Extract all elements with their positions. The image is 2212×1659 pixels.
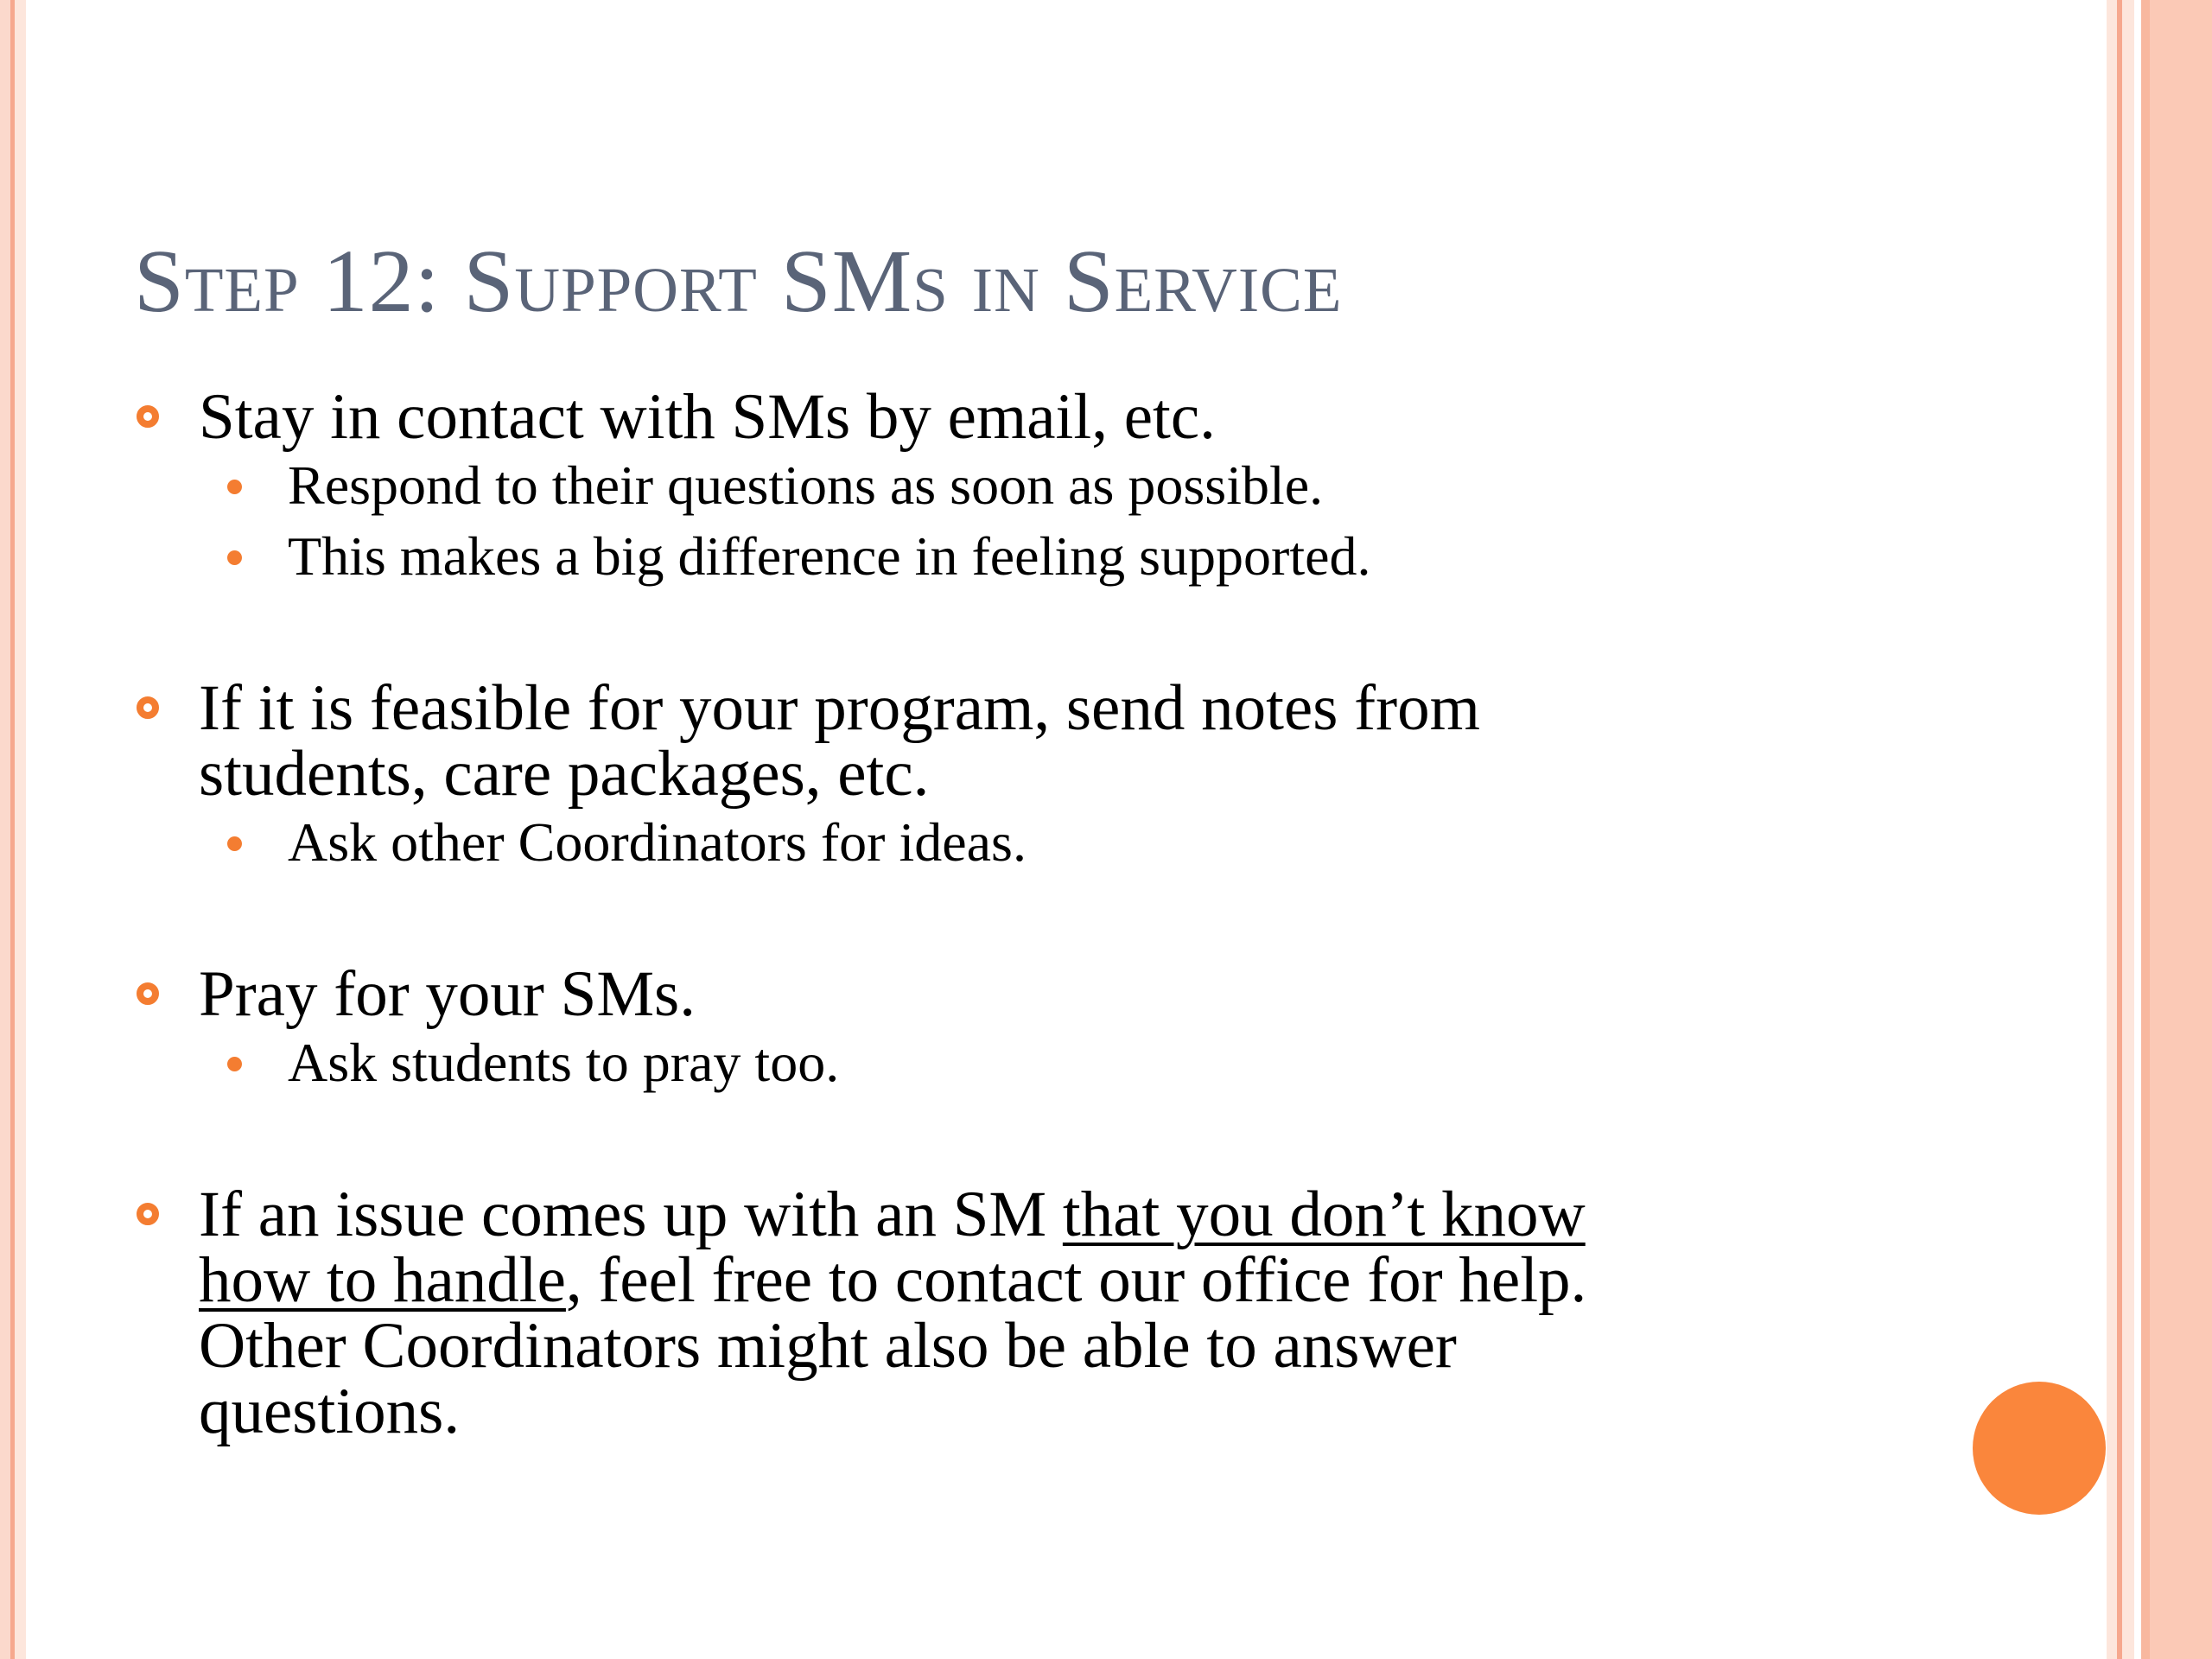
orange-circle bbox=[1973, 1382, 2106, 1515]
bullet-item bbox=[134, 1179, 1931, 1447]
dot-bullet-icon bbox=[227, 1057, 242, 1071]
left-border-stripe bbox=[15, 0, 26, 1659]
bullet-text-line: If it is feasible for your program, send notes from bbox=[199, 672, 1480, 744]
sub-bullet-text: Ask other Coordinators for ideas. bbox=[288, 811, 1027, 873]
bullet-text bbox=[134, 958, 1931, 1030]
ring-bullet-icon bbox=[137, 696, 159, 719]
sub-bullet-text: This makes a big difference in feeling supported. bbox=[288, 525, 1371, 587]
bullet-text-line: students, care packages, etc. bbox=[199, 738, 930, 810]
sub-bullet-item bbox=[134, 1027, 1931, 1098]
bullet-text-content: Stay in contact with SMs by email, etc. bbox=[199, 381, 1216, 453]
dot-bullet-icon bbox=[227, 480, 242, 494]
bullet-text bbox=[134, 381, 1931, 453]
bullet-item bbox=[134, 958, 1931, 1098]
right-border-stripe bbox=[2141, 0, 2150, 1659]
bullet-text-line: Other Coordinators might also be able to answer bbox=[199, 1310, 1457, 1382]
bullet-item bbox=[134, 672, 1931, 878]
right-border-stripe bbox=[2150, 0, 2212, 1659]
bullet-text bbox=[134, 1179, 1931, 1447]
spacer bbox=[134, 592, 1931, 676]
sub-list bbox=[134, 450, 1931, 592]
dot-bullet-icon bbox=[227, 550, 242, 565]
left-border-stripe bbox=[0, 0, 10, 1659]
dot-bullet-icon bbox=[227, 836, 242, 851]
slide-title: Step 12: Support SMs in Service bbox=[134, 232, 1343, 331]
underlined-text: that you don’t know bbox=[1062, 1179, 1586, 1250]
bullet-text-part: , feel free to contact our office for help. bbox=[565, 1244, 1587, 1316]
bullet-text-content: Pray for your SMs. bbox=[199, 958, 696, 1030]
bullet-text bbox=[134, 672, 1931, 810]
spacer bbox=[134, 878, 1931, 962]
right-border-stripe bbox=[2134, 0, 2141, 1659]
ring-bullet-icon bbox=[137, 1203, 159, 1225]
ring-bullet-icon bbox=[137, 405, 159, 428]
sub-list bbox=[134, 1027, 1931, 1098]
sub-bullet-item bbox=[134, 807, 1931, 878]
bullet-item bbox=[134, 381, 1931, 592]
sub-bullet-item bbox=[134, 521, 1931, 592]
sub-bullet-text: Respond to their questions as soon as possible. bbox=[288, 454, 1324, 516]
right-border-stripe bbox=[2122, 0, 2134, 1659]
bullet-text-part: If an issue comes up with an SM bbox=[199, 1179, 1063, 1250]
sub-bullet-item bbox=[134, 450, 1931, 521]
ring-bullet-icon bbox=[137, 982, 159, 1005]
bullet-text-line: questions. bbox=[199, 1376, 461, 1447]
underlined-text: how to handle bbox=[199, 1244, 566, 1316]
right-border-stripe bbox=[2107, 0, 2117, 1659]
spacer bbox=[134, 1098, 1931, 1182]
sub-list bbox=[134, 807, 1931, 878]
slide-content bbox=[134, 381, 1931, 1447]
sub-bullet-text: Ask students to pray too. bbox=[288, 1032, 840, 1093]
